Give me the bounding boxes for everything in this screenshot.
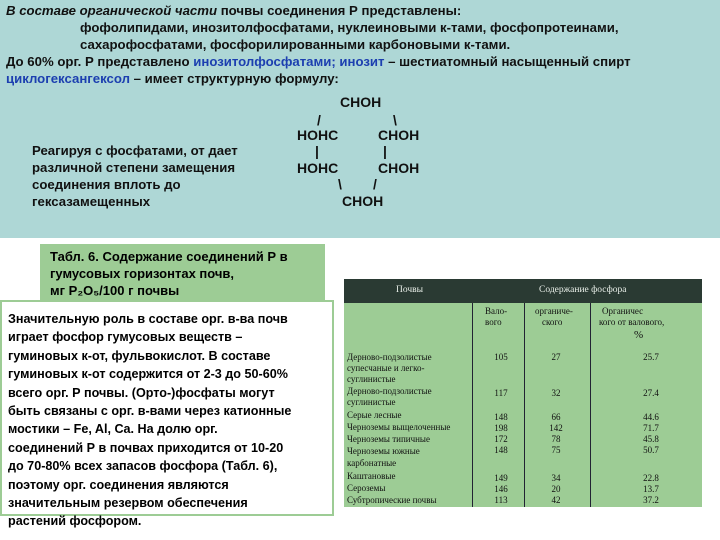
side-note-line-1: Реагируя с фосфатами, от дает bbox=[32, 143, 238, 158]
value-organic: 20 bbox=[551, 484, 561, 494]
header-percent-1: Органичес bbox=[602, 306, 644, 316]
value-percent: 22.8 bbox=[643, 473, 659, 483]
intro-line-4-highlight: инозитолфосфатами; инозит bbox=[193, 54, 385, 69]
value-percent: 13.7 bbox=[643, 484, 659, 494]
value-organic: 32 bbox=[551, 388, 561, 398]
header-percent-2: кого от валового, bbox=[599, 317, 665, 327]
value-percent: 25.7 bbox=[643, 352, 659, 362]
soil-name: Каштановые bbox=[347, 471, 396, 481]
soil-name: карбонатные bbox=[347, 458, 397, 468]
soil-name: Черноземы южные bbox=[347, 446, 420, 456]
side-note-line-3: соединения вплоть до bbox=[32, 177, 181, 192]
header-organic-2: ского bbox=[542, 317, 563, 327]
value-percent: 50.7 bbox=[643, 445, 659, 455]
formula-bottom: CHOH bbox=[342, 193, 384, 209]
header-organic-1: органиче- bbox=[535, 306, 573, 316]
value-organic: 42 bbox=[551, 495, 561, 505]
value-total: 113 bbox=[494, 495, 508, 505]
para-line-3: гуминовых к-от, фульвокислот. В составе bbox=[8, 348, 271, 363]
para-line-2: играет фосфор гумусовых веществ – bbox=[8, 330, 243, 345]
value-percent: 37.2 bbox=[643, 495, 659, 505]
value-total: 105 bbox=[494, 352, 508, 362]
value-organic: 142 bbox=[549, 423, 563, 433]
intro-line-5 bbox=[6, 71, 339, 87]
value-total: 146 bbox=[494, 484, 508, 494]
soil-name: Дерново-подзолистые bbox=[347, 386, 432, 396]
soil-name: суглинистые bbox=[347, 374, 396, 384]
soil-name: Субтропические почвы bbox=[347, 495, 437, 505]
soil-name: суглинистые bbox=[347, 397, 396, 407]
formula-row2-left: HOHC bbox=[297, 160, 339, 176]
table-divider bbox=[472, 303, 473, 507]
intro-line-4-c: – шестиатомный насыщенный спирт bbox=[384, 54, 631, 69]
value-percent: 45.8 bbox=[643, 434, 659, 444]
formula-row2-right: CHOH bbox=[378, 160, 420, 176]
intro-line-1-rest: почвы соединения Р представлены: bbox=[220, 3, 462, 18]
formula-bar-left: | bbox=[315, 143, 319, 159]
table-caption-line-3: мг Р₂О₅/100 г почвы bbox=[50, 283, 180, 298]
table-caption bbox=[40, 244, 325, 302]
value-organic: 75 bbox=[551, 445, 561, 455]
formula-row1-left: HOHC bbox=[297, 127, 339, 143]
intro-line-4-a: До 60% орг. Р представлено bbox=[6, 54, 194, 69]
formula-bslash-left: \ bbox=[338, 176, 342, 192]
value-total: 148 bbox=[494, 445, 508, 455]
value-total: 198 bbox=[494, 423, 508, 433]
value-total: 172 bbox=[494, 434, 508, 444]
soil-name: Серые лесные bbox=[347, 410, 402, 420]
soil-name: Черноземы типичные bbox=[347, 434, 430, 444]
table-caption-line-1: Табл. 6. Содержание соединений Р в bbox=[50, 249, 288, 264]
header-total-1: Вало- bbox=[485, 306, 508, 316]
para-line-6: быть связаны с орг. в-вами через катионные bbox=[8, 404, 292, 419]
value-total: 149 bbox=[494, 473, 508, 483]
intro-line-1 bbox=[6, 3, 461, 19]
soil-name: Дерново-подзолистые bbox=[347, 352, 432, 362]
value-percent: 27.4 bbox=[643, 388, 659, 398]
header-soils: Почвы bbox=[396, 285, 424, 295]
soil-name: супесчаные и легко- bbox=[347, 363, 425, 373]
value-organic: 66 bbox=[551, 412, 561, 422]
phosphorus-table bbox=[344, 279, 702, 507]
value-organic: 27 bbox=[551, 352, 561, 362]
intro-line-3: сахарофосфатами, фосфорилированными карбоновыми к-тами. bbox=[80, 37, 511, 52]
organic-phosphorus-paragraph bbox=[0, 300, 334, 529]
header-content: Содержание фосфора bbox=[539, 285, 627, 295]
value-total: 117 bbox=[494, 388, 508, 398]
intro-line-4 bbox=[6, 54, 631, 70]
formula-slash-left: / bbox=[317, 112, 321, 128]
para-line-5: всего орг. Р почвы. (Орто-)фосфаты могут bbox=[8, 385, 275, 400]
intro-line-5-rest: – имеет структурную формулу: bbox=[129, 71, 339, 86]
side-note-line-4: гексазамещенных bbox=[32, 194, 151, 209]
para-line-7: мостики – Fe, Al, Ca. На долю орг. bbox=[8, 422, 218, 437]
value-percent: 71.7 bbox=[643, 423, 659, 433]
formula-top: CHOH bbox=[340, 94, 382, 110]
value-organic: 34 bbox=[551, 473, 561, 483]
soil-name: Сероземы bbox=[347, 483, 386, 493]
intro-line-1-italic: В составе органической части bbox=[6, 3, 221, 18]
para-line-11: значительным резервом обеспечения bbox=[8, 496, 248, 511]
para-line-8: соединений Р в почвах приходится от 10-20 bbox=[8, 440, 284, 455]
soil-name: Черноземы выщелоченные bbox=[347, 422, 451, 432]
formula-row1-right: CHOH bbox=[378, 127, 420, 143]
table-divider bbox=[590, 303, 591, 507]
para-line-4: гуминовых к-от содержится от 2-3 до 50-60% bbox=[8, 367, 288, 382]
formula-bslash-right: / bbox=[373, 176, 377, 192]
para-line-12: растений фосфором. bbox=[8, 514, 142, 529]
para-line-10: поэтому орг. соединения являются bbox=[8, 477, 229, 492]
table-caption-line-2: гумусовых горизонтах почв, bbox=[50, 266, 235, 281]
formula-bar-right: | bbox=[383, 143, 387, 159]
para-line-9: до 70-80% всех запасов фосфора (Табл. 6), bbox=[8, 459, 278, 474]
formula-slash-right: \ bbox=[393, 112, 397, 128]
intro-line-5-highlight: циклогексангексол bbox=[6, 71, 130, 86]
value-total: 148 bbox=[494, 412, 508, 422]
header-percent-3: % bbox=[634, 329, 644, 341]
intro-line-2: фофолипидами, инозитолфосфатами, нуклеиновыми к-тами, фосфопротеинами, bbox=[80, 20, 619, 35]
table-divider bbox=[524, 303, 525, 507]
header-total-2: вого bbox=[485, 317, 502, 327]
value-organic: 78 bbox=[551, 434, 561, 444]
value-percent: 44.6 bbox=[643, 412, 659, 422]
side-note-line-2: различной степени замещения bbox=[32, 160, 236, 175]
para-line-1: Значительную роль в составе орг. в-ва почв bbox=[8, 312, 288, 326]
